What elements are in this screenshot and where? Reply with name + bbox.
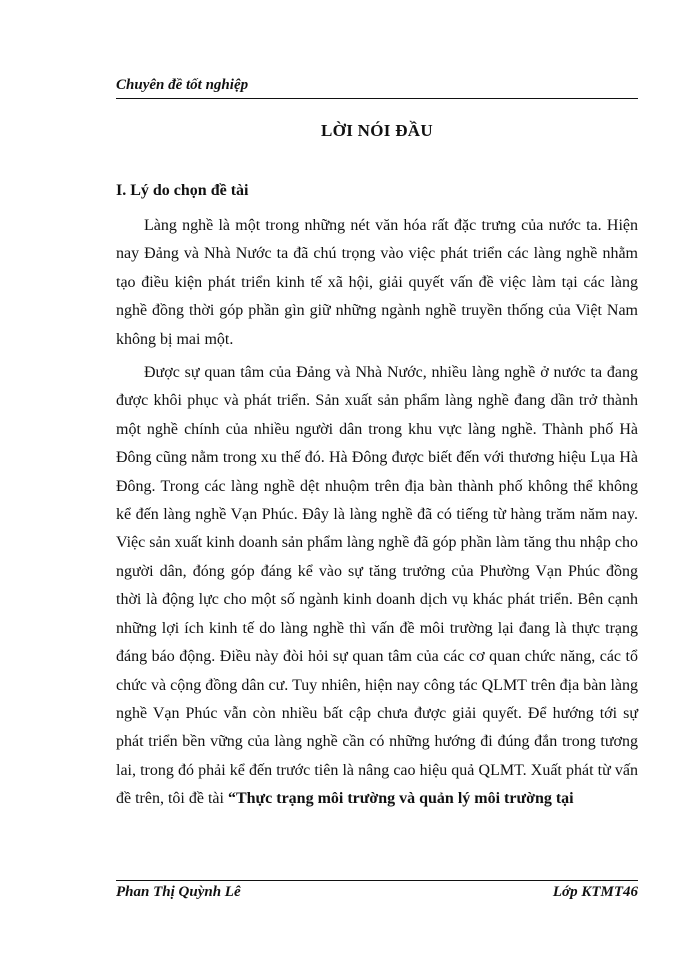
paragraph-2-text: Được sự quan tâm của Đảng và Nhà Nước, nhiều làng nghề ở nước ta đang được khôi phục và phát triển. Sản xuất sản phẩm làng nghề đang dần trở thành một nghề chính của nhiều người dân trong khu vực làng nghề. Thành phố Hà Đông cũng nằm trong xu thế đó. Hà Đông được biết đến với thương hiệu Lụa Hà Đông. Trong các làng nghề dệt nhuộm trên địa bàn thành phố không thể không kể đến làng nghề Vạn Phúc. Đây là làng nghề đã có tiếng từ hàng trăm năm nay. Việc sản xuất kinh doanh sản phẩm làng nghề đã góp phần làm tăng thu nhập cho người dân, đóng góp đáng kể vào sự tăng trưởng của Phường Vạn Phúc đồng thời là động lực cho một số ngành kinh doanh dịch vụ khác phát triển. Bên cạnh những lợi ích kinh tế do làng nghề thì vấn đề môi trường lại đang là thực trạng đáng báo động. Điều này đòi hỏi sự quan tâm của các cơ quan chức năng, các tổ chức và cộng đồng dân cư. Tuy nhiên, hiện nay công tác QLMT trên địa bàn làng nghề Vạn Phúc vẫn còn nhiều bất cập chưa được giải quyết. Để hướng tới sự phát triển bền vững của làng nghề cần có những hướng đi đúng đắn trong tương lai, trong đó phải kể đến trước tiên là nâng cao hiệu quả QLMT. Xuất phát từ vấn đề trên, tôi đề tài [116,364,638,808]
paragraph-1: Làng nghề là một trong những nét văn hóa rất đặc trưng của nước ta. Hiện nay Đảng và Nhà Nước ta đã chú trọng vào việc phát triển các làng nghề nhằm tạo điều kiện phát triển kinh tế xã hội, giải quyết vấn đề việc làm tại các làng nghề đồng thời góp phần gìn giữ những ngành nghề truyền thống của Việt Nam không bị mai một. [116,217,638,348]
body-text [116,212,638,819]
footer-author: Phan Thị Quỳnh Lê [116,884,241,900]
footer-class: Lớp KTMT46 [552,884,638,900]
running-header: Chuyên đề tốt nghiệp [116,77,249,93]
paragraph-2 [116,359,638,814]
thesis-title-bold: “Thực trạng môi trường và quản lý môi trường tại [227,790,574,808]
footer-divider [116,880,638,881]
header-divider [116,98,638,99]
page-title: LỜI NÓI ĐẦU [321,121,433,140]
section-heading: I. Lý do chọn đề tài [116,182,249,199]
